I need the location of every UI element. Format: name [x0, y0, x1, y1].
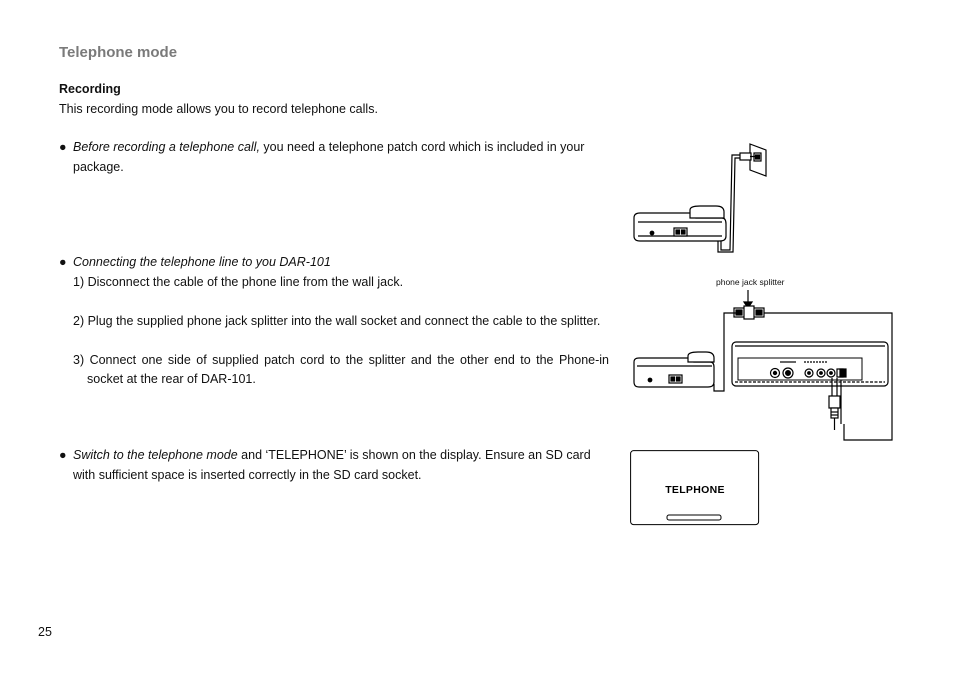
bullet-italic: Connecting the telephone line to you DAR-101	[73, 255, 331, 269]
display-text: TELPHONE	[665, 484, 725, 496]
step-3: 3) Connect one side of supplied patch cord to the splitter and the other end to the Phone-in	[73, 352, 609, 367]
section-title: Telephone mode	[59, 44, 178, 61]
bullet-switch-mode	[59, 446, 609, 485]
bullet-cont: with sufficient space is inserted correctly in the SD card socket.	[73, 467, 422, 482]
splitter-label: phone jack splitter	[716, 277, 785, 287]
telephone-icon	[634, 352, 714, 387]
device-rear-icon	[732, 342, 888, 386]
bullet-dot: ●	[59, 255, 67, 269]
bullet-italic: Switch to the telephone mode	[73, 448, 238, 462]
bullet-text: and ‘TELEPHONE’ is shown on the display. Ensure an SD card	[237, 448, 591, 462]
telephone-icon	[634, 206, 726, 241]
bullet-italic: Before recording a telephone call,	[73, 140, 260, 154]
bullet-patch-cord	[59, 138, 609, 177]
step-2: 2) Plug the supplied phone jack splitter into the wall socket and connect the cable to the splitter.	[73, 313, 601, 328]
bullet-connecting	[59, 253, 609, 390]
page-number: 25	[38, 625, 52, 639]
bullet-text: you need a telephone patch cord which is included in your	[259, 140, 585, 154]
phone-wall-jack-figure	[628, 140, 778, 255]
subsection-title: Recording	[59, 82, 121, 96]
step-1: 1) Disconnect the cable of the phone line from the wall jack.	[73, 274, 404, 289]
lcd-display-icon	[630, 450, 760, 526]
bullet-dot: ●	[59, 140, 67, 154]
step-3-cont: socket at the rear of DAR-101.	[87, 372, 256, 386]
splitter-icon	[734, 306, 764, 319]
wall-jack-icon	[750, 144, 766, 176]
bullet-dot: ●	[59, 448, 67, 462]
intro-text: This recording mode allows you to record telephone calls.	[59, 102, 378, 116]
connection-figure	[628, 288, 898, 448]
bullet-cont: package.	[73, 159, 124, 174]
